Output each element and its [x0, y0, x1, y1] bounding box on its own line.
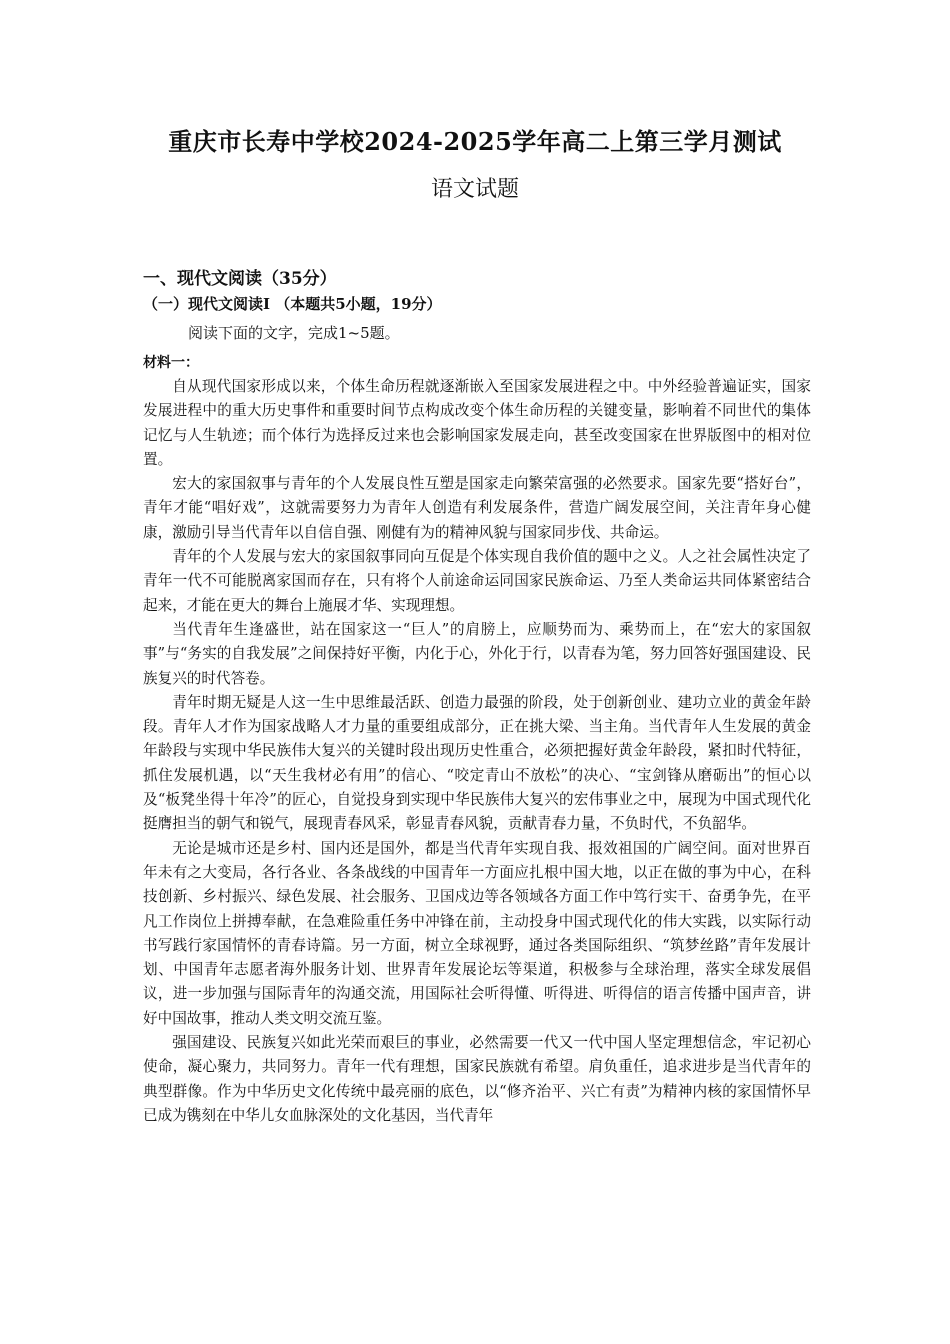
- page-subtitle: 语文试题: [430, 177, 519, 202]
- subsection-heading: （一）现代文阅读I （本题共5小题，19分）: [143, 295, 442, 313]
- paragraph: 宏大的家国叙事与青年的个人发展良性互塑是国家走向繁荣富强的必然要求。国家先要“搭好台”，青年才能“唱好戏”，这就需要努力为青年人创造有利发展条件，营造广阔发展空间，关注青年身心健康，激励引导当代青年以自信自强、刚健有为的精神风貌与国家同步伐、共命运。: [143, 475, 811, 541]
- paragraph: 当代青年生逢盛世，站在国家这一“巨人”的肩膀上，应顺势而为、乘势而上，在“宏大的家国叙事”与“务实的自我发展”之间保持好平衡，内化于心，外化于行，以青春为笔，努力回答好强国建设、民族复兴的时代答卷。: [143, 620, 811, 687]
- material-label: 材料一：: [143, 355, 199, 371]
- page-title: 重庆市长寿中学校2024-2025学年高二上第三学月测试: [168, 127, 782, 156]
- paragraph: 无论是城市还是乡村、国内还是国外，都是当代青年实现自我、报效祖国的广阔空间。面对世界百年未有之大变局，各行各业、各条战线的中国青年一方面应扎根中国大地，以正在做的事为中心，在科技创新、乡村振兴、绿色发展、社会服务、卫国戍边等各领域各方面工作中笃行实干、奋勇争先，在平凡工作岗位上拼搏奉献，在急难险重任务中冲锋在前，主动投身中国式现代化的伟大实践，以实际行动书写践行家国情怀的青春诗篇。另一方面，树立全球视野，通过各类国际组织、“筑梦丝路”青年发展计划、中国青年志愿者海外服务计划、世界青年发展论坛等渠道，积极参与全球治理，落实全球发展倡议，进一步加强与国际青年的沟通交流，用国际社会听得懂、听得进、听得信的语言传播中国声音，讲好中国故事，推动人类文明交流互鉴。: [143, 839, 811, 1027]
- section-heading: 一、现代文阅读（35分）: [143, 269, 337, 289]
- paragraph: 青年的个人发展与宏大的家国叙事同向互促是个体实现自我价值的题中之义。人之社会属性决定了青年一代不可能脱离家国而存在，只有将个人前途命运同国家民族命运、乃至人类命运共同体紧密结合起来，才能在更大的舞台上施展才华、实现理想。: [143, 548, 811, 614]
- paragraph: 自从现代国家形成以来，个体生命历程就逐渐嵌入至国家发展进程之中。中外经验普遍证实，国家发展进程中的重大历史事件和重要时间节点构成改变个体生命历程的关键变量，影响着不同世代的集体记忆与人生轨迹；而个体行为选择反过来也会影响国家发展走向，甚至改变国家在世界版图中的相对位置。: [143, 378, 811, 468]
- paragraph: 强国建设、民族复兴如此光荣而艰巨的事业，必然需要一代又一代中国人坚定理想信念，牢记初心使命，凝心聚力，共同努力。青年一代有理想，国家民族就有希望。肩负重任，追求进步是当代青年的典型群像。作为中华历史文化传统中最亮丽的底色，以“修齐治平、兴亡有责”为精神内核的家国情怀早已成为镌刻在中华儿女血脉深处的文化基因，当代青年: [143, 1034, 811, 1124]
- reading-instruction: 阅读下面的文字，完成1~5题。: [188, 324, 400, 342]
- paragraph: 青年时期无疑是人这一生中思维最活跃、创造力最强的阶段，处于创新创业、建功立业的黄金年龄段。青年人才作为国家战略人才力量的重要组成部分，正在挑大梁、当主角。当代青年人生发展的黄金年龄段与实现中华民族伟大复兴的关键时段出现历史性重合，必须把握好黄金年龄段，紧扣时代特征，抓住发展机遇，以“天生我材必有用”的信心、“咬定青山不放松”的决心、“宝剑锋从磨砺出”的恒心以及“板凳坐得十年冷”的匠心，自觉投身到实现中华民族伟大复兴的宏伟事业之中，展现为中国式现代化挺膺担当的朝气和锐气，展现青春风采，彰显青春风貌，贡献青春力量，不负时代，不负韶华。: [143, 693, 811, 833]
- material-body: [143, 375, 811, 1128]
